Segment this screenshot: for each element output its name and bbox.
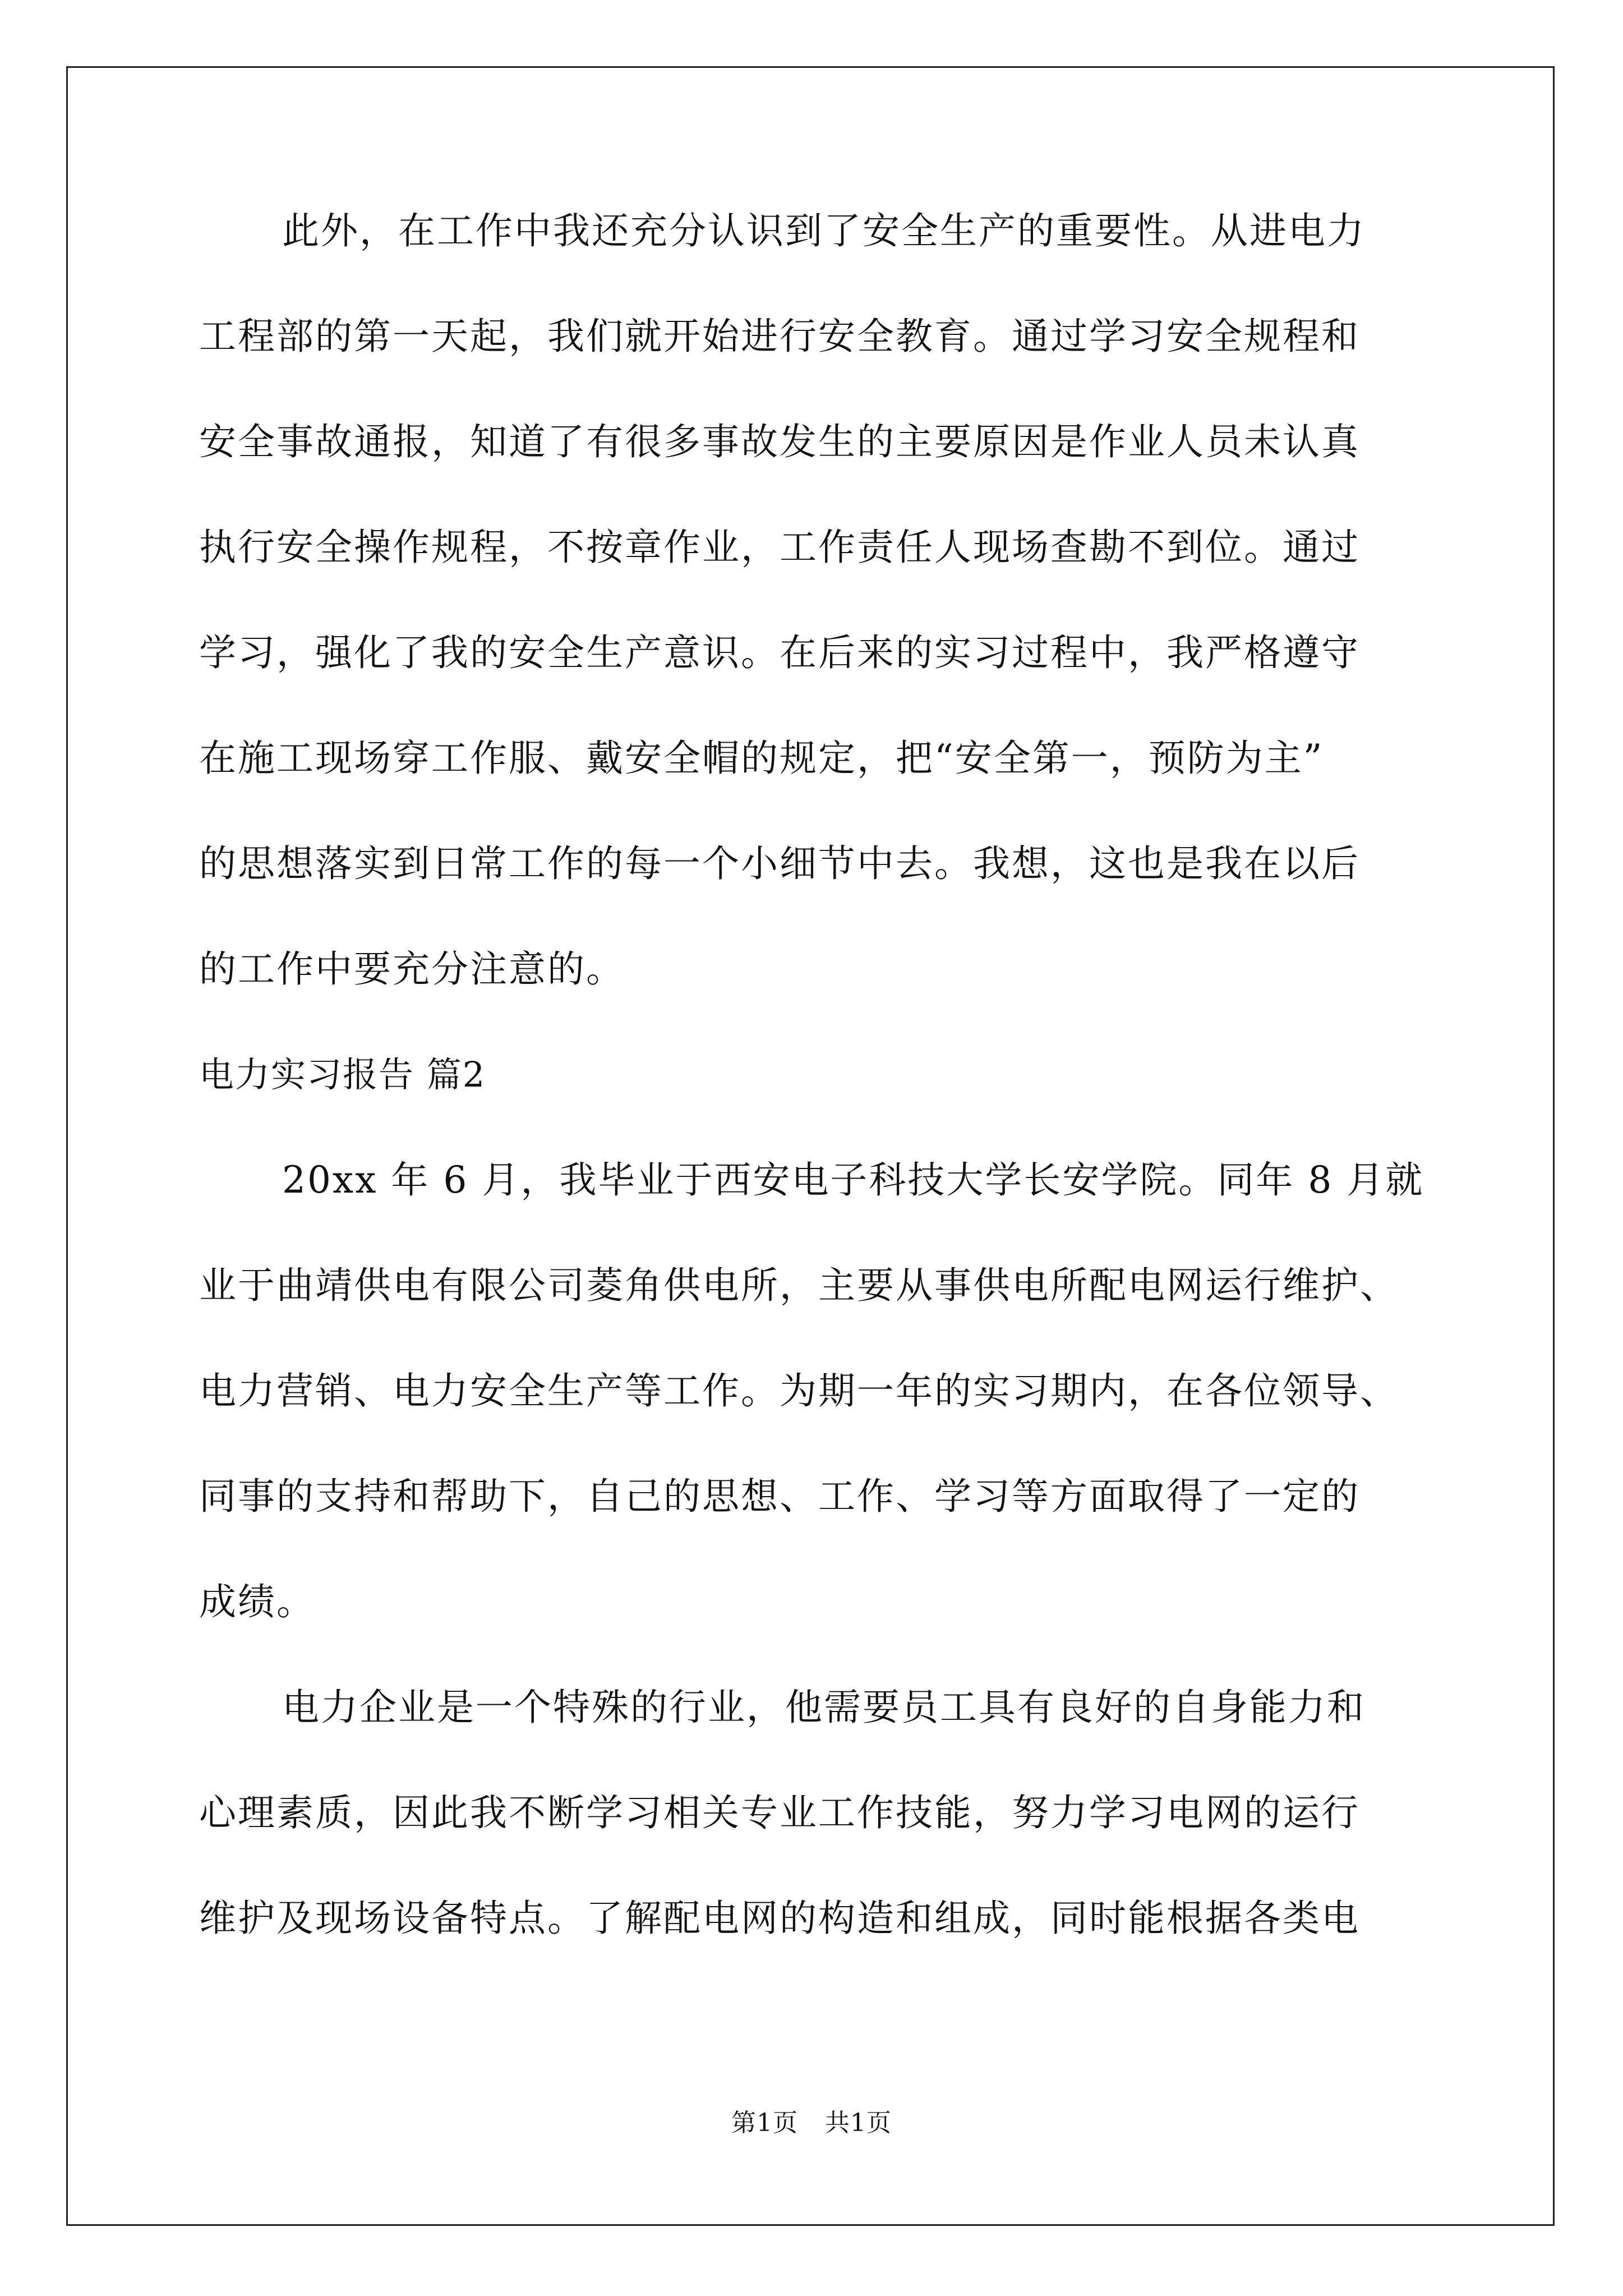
paragraph-line: 20xx 年 6 月，我毕业于西安电子科技大学长安学院。同年 8 月就 [282, 1158, 1424, 1202]
page-footer [0, 2109, 1623, 2137]
paragraph-line: 安全事故通报，知道了有很多事故发生的主要原因是作业人员未认真 [199, 420, 1360, 463]
paragraph-line: 此外，在工作中我还充分认识到了安全生产的重要性。从进电力 [282, 209, 1366, 252]
section-heading: 电力实习报告 篇2 [199, 1054, 486, 1095]
paragraph-line: 成绩。 [199, 1580, 315, 1623]
paragraph-line: 同事的支持和帮助下，自己的思想、工作、学习等方面取得了一定的 [199, 1475, 1360, 1518]
page-number-total: 共1页 [825, 2109, 892, 2137]
paragraph-line: 的工作中要充分注意的。 [199, 947, 625, 991]
page-number-current: 第1页 [731, 2109, 798, 2137]
paragraph-line: 在施工现场穿工作服、戴安全帽的规定，把“安全第一，预防为主” [199, 737, 1324, 780]
paragraph-line: 心理素质，因此我不断学习相关专业工作技能，努力学习电网的运行 [199, 1791, 1360, 1834]
paragraph-line: 业于曲靖供电有限公司菱角供电所，主要从事供电所配电网运行维护、 [199, 1264, 1399, 1307]
paragraph-line: 执行安全操作规程，不按章作业，工作责任人现场查勘不到位。通过 [199, 526, 1360, 569]
paragraph-line: 电力营销、电力安全生产等工作。为期一年的实习期内，在各位领导、 [199, 1369, 1399, 1412]
paragraph-line: 工程部的第一天起，我们就开始进行安全教育。通过学习安全规程和 [199, 315, 1360, 358]
paragraph-line: 的思想落实到日常工作的每一个小细节中去。我想，这也是我在以后 [199, 842, 1360, 885]
paragraph-line: 维护及现场设备特点。了解配电网的构造和组成，同时能根据各类电 [199, 1897, 1360, 1940]
paragraph-line: 学习，强化了我的安全生产意识。在后来的实习过程中，我严格遵守 [199, 631, 1360, 674]
paragraph-line: 电力企业是一个特殊的行业，他需要员工具有良好的自身能力和 [282, 1686, 1366, 1729]
